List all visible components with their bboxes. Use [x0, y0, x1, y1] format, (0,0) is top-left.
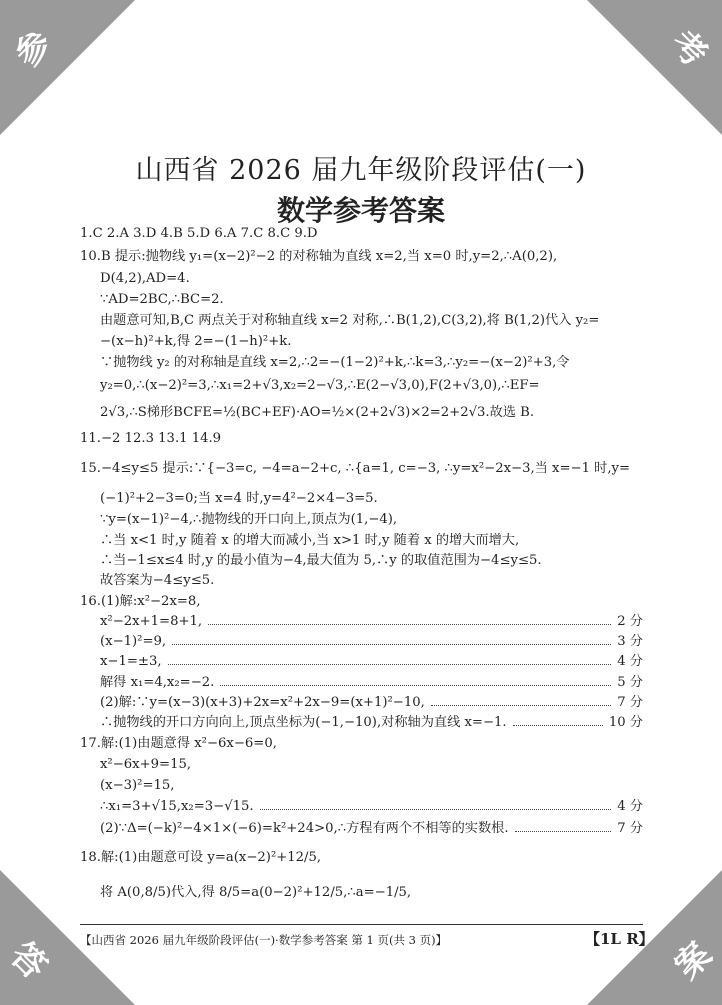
step-score: 2 分	[617, 614, 643, 629]
answer-line: 故答案为−4≤y≤5.	[100, 573, 215, 588]
answer-line: −(x−h)²+k,得 2=−(1−h)²+k.	[100, 334, 292, 349]
answer-line: D(4,2),AD=4.	[100, 271, 190, 286]
step-score: 4 分	[617, 654, 643, 669]
answer-step	[100, 799, 643, 815]
answer-line: 10.B 提示:抛物线 y₁=(x−2)²−2 的对称轴为直线 x=2,当 x=0 时,y=2,∴A(0,2),	[80, 249, 558, 264]
footer-text: 【山西省 2026 届九年级阶段评估(一)·数学参考答案 第 1 页(共 3 页)】	[80, 933, 448, 947]
dot-leader	[515, 831, 612, 832]
answer-line: 15.−4≤y≤5 提示:∵{−3=c, −4=a−2+c, ∴{a=1, c=−3, ∴y=x²−2x−3,当 x=−1 时,y=	[80, 461, 631, 476]
answer-line: 11.−2 12.3 13.1 14.9	[80, 431, 222, 446]
footer-rule	[80, 924, 643, 925]
answer-line: (−1)²+2−3=0;当 x=4 时,y=4²−2×4−3=5.	[100, 491, 378, 506]
step-text: ∴抛物线的开口方向向上,顶点坐标为(−1,−10),对称轴为直线 x=−1.	[100, 715, 507, 730]
answer-line: ∵y=(x−1)²−4,∴抛物线的开口向上,顶点为(1,−4),	[100, 512, 398, 527]
answer-line: 由题意可知,B,C 两点关于对称轴直线 x=2 对称,∴B(1,2),C(3,2),将 B(1,2)代入 y₂=	[100, 313, 600, 328]
step-text: x²−2x+1=8+1,	[100, 614, 203, 629]
answer-step	[100, 695, 643, 711]
answer-line: ∵抛物线 y₂ 的对称轴是直线 x=2,∴2=−(1−2)²+k,∴k=3,∴y₂=−(x−2)²+3,令	[100, 355, 570, 370]
step-text: (2)解:∵y=(x−3)(x+3)+2x=x²+2x−9=(x+1)²−10,	[100, 695, 425, 710]
answer-line: 将 A(0,8/5)代入,得 8/5=a(0−2)²+12/5,∴a=−1/5,	[100, 885, 412, 900]
step-text: ∴x₁=3+√15,x₂=3−√15.	[100, 799, 254, 814]
step-score: 3 分	[617, 634, 643, 649]
answer-step	[100, 715, 643, 731]
step-score: 10 分	[608, 715, 643, 730]
dot-leader	[513, 725, 603, 726]
step-text: (x−1)²=9,	[100, 634, 167, 649]
footer-code: 【1L R】	[585, 930, 654, 948]
answer-line: 1.C 2.A 3.D 4.B 5.D 6.A 7.C 8.C 9.D	[80, 226, 318, 241]
answer-line: 18.解:(1)由题意可设 y=a(x−2)²+12/5,	[80, 850, 322, 865]
dot-leader	[172, 644, 611, 645]
answer-step	[100, 821, 643, 837]
corner-decoration-top-right	[587, 0, 722, 135]
answer-line: 2√3,∴S梯形BCFE=½(BC+EF)·AO=½×(2+2√3)×2=2+2√3.故选 B.	[100, 405, 535, 420]
answer-line: x²−6x+9=15,	[100, 757, 192, 772]
answer-line: y₂=0,∴(x−2)²=3,∴x₁=2+√3,x₂=2−√3,∴E(2−√3,0),F(2+√3,0),∴EF=	[100, 378, 540, 393]
step-score: 4 分	[617, 799, 643, 814]
answer-step	[100, 675, 643, 691]
corner-label-top-right: 考	[662, 22, 715, 76]
dot-leader	[431, 705, 611, 706]
answer-line: ∴当−1≤x≤4 时,y 的最小值为−4,最大值为 5,∴y 的取值范围为−4≤y≤5.	[100, 553, 542, 568]
answer-line: 17.解:(1)由题意得 x²−6x−6=0,	[80, 736, 277, 751]
document-title: 山西省 2026 届九年级阶段评估(一)	[135, 155, 587, 186]
step-text: x−1=±3,	[100, 654, 162, 669]
step-score: 7 分	[617, 821, 643, 836]
dot-leader	[260, 809, 612, 810]
step-text: (2)∵Δ=(−k)²−4×1×(−6)=k²+24>0,∴方程有两个不相等的实数根.	[100, 821, 509, 836]
answer-line: ∴当 x<1 时,y 随着 x 的增大而减小,当 x>1 时,y 随着 x 的增大而增大,	[100, 533, 520, 548]
answer-step	[100, 654, 643, 670]
dot-leader	[220, 685, 611, 686]
document-subtitle: 数学参考答案	[276, 194, 445, 227]
step-text: 解得 x₁=4,x₂=−2.	[100, 675, 215, 690]
answer-line: (x−3)²=15,	[100, 778, 175, 793]
dot-leader	[208, 624, 611, 625]
answer-line: 16.(1)解:x²−2x=8,	[80, 594, 201, 609]
answer-line: ∵AD=2BC,∴BC=2.	[100, 292, 224, 307]
corner-decoration-top-left	[0, 0, 135, 135]
dot-leader	[168, 664, 612, 665]
answer-step	[100, 634, 643, 650]
corner-label-bottom-left: 答	[2, 934, 55, 988]
corner-label-bottom-right: 案	[667, 934, 720, 988]
answer-step	[100, 614, 643, 630]
step-score: 7 分	[617, 695, 643, 710]
step-score: 5 分	[617, 675, 643, 690]
corner-label-top-left: 参	[7, 22, 60, 76]
